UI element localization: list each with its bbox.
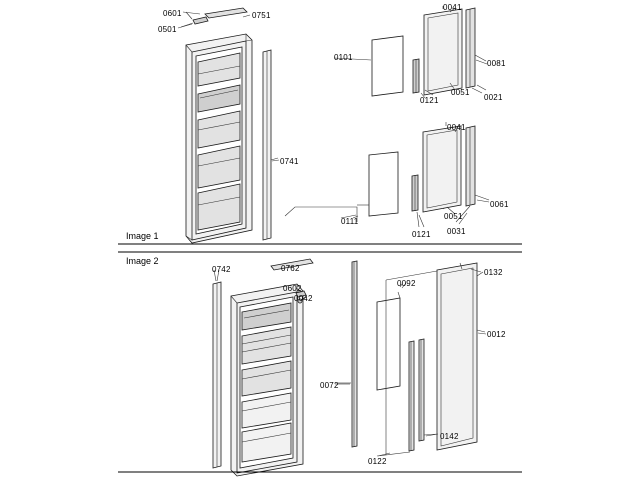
callout-0021: 0021 <box>484 93 503 102</box>
callout-0012: 0012 <box>487 330 506 339</box>
part-0012-outer-door <box>386 263 485 455</box>
part-0072 <box>338 261 357 447</box>
callout-0042: 0042 <box>294 294 313 303</box>
callout-0121-lower: 0121 <box>412 230 431 239</box>
callout-0142: 0142 <box>440 432 459 441</box>
callout-0121-upper: 0121 <box>420 96 439 105</box>
part-door-shelves-panel-2 <box>240 297 293 468</box>
part-0751 <box>205 8 247 18</box>
callout-0051-upper: 0051 <box>451 88 470 97</box>
callout-0111: 0111 <box>341 217 359 226</box>
part-0742 <box>213 270 221 468</box>
callout-0061: 0061 <box>490 200 509 209</box>
part-0092 <box>377 284 402 390</box>
part-0111-panel <box>285 152 398 222</box>
callout-0031: 0031 <box>447 227 466 236</box>
part-0041-lower-panel <box>423 122 461 212</box>
part-0741 <box>263 50 278 240</box>
panel-label-image-2: Image 2 <box>126 256 159 266</box>
callout-0601: 0601 <box>163 9 182 18</box>
callout-0741: 0741 <box>280 157 299 166</box>
part-0041-upper-panel <box>424 6 462 95</box>
panel-label-image-1: Image 1 <box>126 231 159 241</box>
callout-0092: 0092 <box>397 279 416 288</box>
callout-0041-lower: 0041 <box>447 123 466 132</box>
callout-0132: 0132 <box>484 268 503 277</box>
callout-0072: 0072 <box>320 381 339 390</box>
callout-0122: 0122 <box>368 457 387 466</box>
callout-0051-lower: 0051 <box>444 212 463 221</box>
part-0021-0081-edge-upper <box>466 8 486 93</box>
part-door-shelves-panel-1 <box>196 47 242 234</box>
callout-0501: 0501 <box>158 25 177 34</box>
part-0601 <box>181 12 208 27</box>
part-0101-panel <box>334 36 403 96</box>
callout-0751: 0751 <box>252 11 271 20</box>
callout-0041-upper: 0041 <box>443 3 462 12</box>
callout-0602: 0602 <box>283 284 302 293</box>
callout-0762: 0762 <box>281 264 300 273</box>
callout-0742: 0742 <box>212 265 231 274</box>
callout-0101: 0101 <box>334 53 353 62</box>
callout-0081: 0081 <box>487 59 506 68</box>
part-0142 <box>419 339 438 441</box>
